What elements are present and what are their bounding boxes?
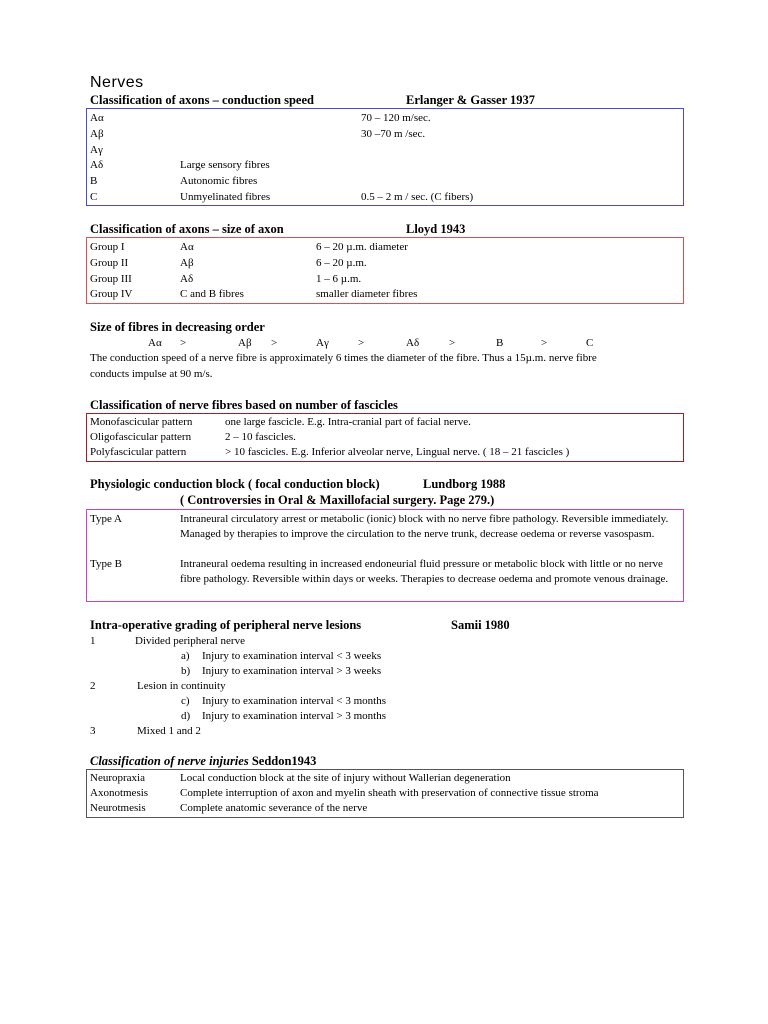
fibre-type-cell: C [90,191,98,203]
fibre-type-cell: B [90,175,98,188]
conduction-speed-cell: 0.5 – 2 m / sec. (C fibers) [361,191,474,203]
fibre-order-item: B [496,337,504,349]
list-item-text: Mixed 1 and 2 [137,725,201,737]
sub-item-text: Injury to examination interval > 3 weeks [202,665,382,677]
section-reference: Lloyd 1943 [406,222,466,236]
greater-than-symbol: > [541,337,548,349]
greater-than-symbol: > [449,337,456,349]
diameter-cell: smaller diameter fibres [316,288,418,301]
injury-type-cell: Neuropraxia [90,772,145,784]
group-cell: Group IV [90,288,133,301]
fibre-description-cell: Autonomic fibres [180,175,258,188]
list-item-text: Divided peripheral nerve [135,635,245,647]
section-heading-nerve-injuries [90,754,316,769]
pattern-description-cell: > 10 fascicles. E.g. Inferior alveolar nerve, Lingual nerve. ( 18 – 21 fascicles ) [225,446,570,458]
type-description: Intraneural oedema resulting in increased endoneurial fluid pressure or metabolic block with little or no nerve fibre pathology. Reversible within days or weeks. Therapies to decrease oedema and promote venous drainage. [180,558,669,585]
sub-item-label: b) [181,665,191,677]
section-heading-axon-size: Classification of axons – size of axon [90,222,284,236]
pattern-description-cell: one large fascicle. E.g. Intra-cranial part of facial nerve. [225,416,471,428]
type-label: Type A [90,513,122,525]
injury-type-cell: Axonotmesis [90,787,149,799]
fibre-order-item: C [586,337,594,349]
conduction-speed-cell: 30 –70 m /sec. [361,127,426,140]
sub-item-text: Injury to examination interval < 3 weeks [202,650,382,662]
fibre-type-cell: Aδ [180,272,194,285]
fibre-type-cell: C and B fibres [180,288,244,301]
list-item-text: Lesion in continuity [137,680,226,692]
section-subheading: ( Controversies in Oral & Maxillofacial surgery. Page 279.) [180,493,495,507]
heading-reference-part: Seddon1943 [251,754,317,768]
list-number: 3 [90,725,96,737]
greater-than-symbol: > [271,337,278,349]
page-title: Nerves [90,74,144,91]
section-heading-conduction-speed: Classification of axons – conduction speed [90,93,314,107]
fibre-type-cell: Aα [90,112,104,124]
sub-item-label: a) [181,650,190,662]
section-heading-fascicles: Classification of nerve fibres based on number of fascicles [90,398,398,412]
sub-item-text: Injury to examination interval > 3 months [202,710,387,722]
pattern-cell: Monofascicular pattern [90,416,193,428]
injury-description-cell: Complete interruption of axon and myelin sheath with preservation of connective tissue stroma [180,787,599,799]
section-heading-conduction-block: Physiologic conduction block ( focal conduction block) [90,477,380,491]
conduction-speed-cell: 70 – 120 m/sec. [361,112,431,124]
fibre-description-cell: Large sensory fibres [180,159,270,172]
sub-item-label: c) [181,695,190,707]
pattern-cell: Oligofascicular pattern [90,431,192,443]
fibre-type-cell: Aβ [90,127,104,140]
fibre-type-cell: Aγ [90,143,103,156]
sub-item-label: d) [181,710,191,722]
section-reference: Lundborg 1988 [423,477,506,491]
diameter-cell: 1 – 6 µ.m. [316,272,362,285]
greater-than-symbol: > [358,337,365,349]
pattern-description-cell: 2 – 10 fascicles. [225,431,296,443]
fibre-type-cell: Aα [180,241,194,253]
pattern-cell: Polyfascicular pattern [90,446,187,458]
type-label: Type B [90,558,122,570]
sub-item-text: Injury to examination interval < 3 months [202,695,387,707]
greater-than-symbol: > [180,337,187,349]
fibre-description-cell: Unmyelinated fibres [180,191,271,203]
type-description: Intraneural circulatory arrest or metabolic (ionic) block with no nerve fibre pathology. Reversible immediately. Managed by therapies to improve the circulation to the nerve trunk, decrease oedema or reverse vasospasm. [180,513,669,540]
fibre-type-cell: Aβ [180,256,194,269]
fibre-order-item: Aδ [406,337,420,349]
section-reference: Erlanger & Gasser 1937 [406,93,536,107]
group-cell: Group II [90,256,129,269]
injury-type-cell: Neurotmesis [90,802,146,814]
section-heading-nerve-lesions: Intra-operative grading of peripheral nerve lesions [90,618,362,632]
fibre-order-item: Aα [148,337,162,349]
list-number: 1 [90,635,96,647]
fibre-order-item: Aβ [238,337,252,349]
diameter-cell: 6 – 20 µ.m. diameter [316,241,408,253]
fibre-type-cell: Aδ [90,159,104,172]
injury-description-cell: Complete anatomic severance of the nerve [180,802,368,814]
paragraph-line-1: The conduction speed of a nerve fibre is approximately 6 times the diameter of the fibre. Thus a 15µ.m. nerve fibre [90,352,597,364]
group-cell: Group III [90,272,132,285]
injury-description-cell: Local conduction block at the site of injury without Wallerian degeneration [180,772,511,784]
fibre-order-item: Aγ [316,337,329,349]
heading-italic-part: Classification of nerve injuries [90,754,249,768]
group-cell: Group I [90,241,125,253]
list-number: 2 [90,680,96,692]
section-reference: Samii 1980 [451,618,510,632]
paragraph-line-2: conducts impulse at 90 m/s. [90,368,213,380]
section-heading-fibre-order: Size of fibres in decreasing order [90,320,265,334]
diameter-cell: 6 – 20 µ.m. [316,256,367,269]
